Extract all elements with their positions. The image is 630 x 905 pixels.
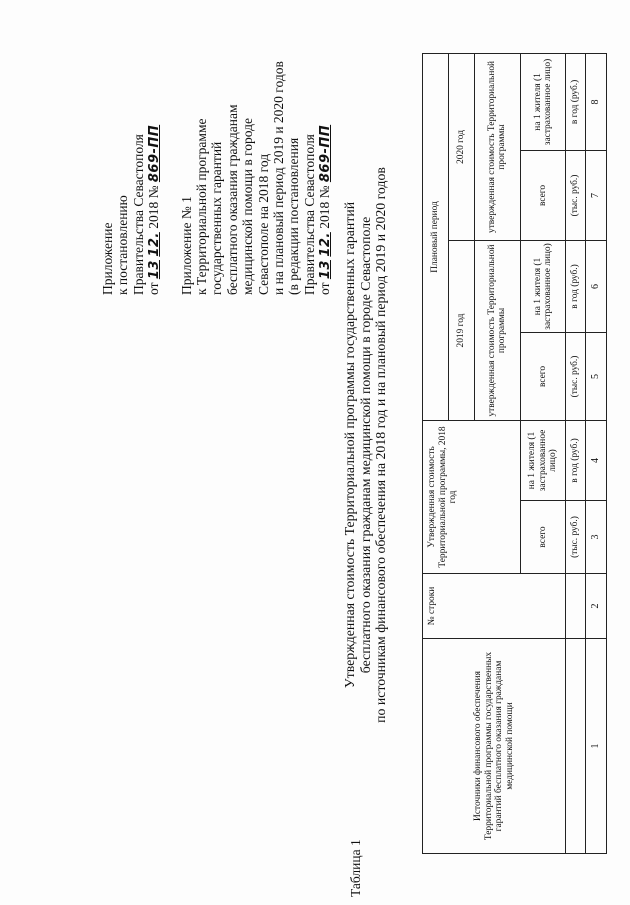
year-number-label: 2018 № (317, 185, 333, 229)
header-line: медицинской помощи в городе (240, 117, 256, 295)
unit-per-year: в год (руб.) (566, 420, 586, 500)
header-total-2019: всего (521, 332, 566, 420)
handwritten-day: 13 (147, 260, 163, 280)
document-title (342, 125, 389, 765)
handwritten-number: 869-ПП (318, 124, 334, 183)
header-line: бесплатного оказания гражданам (224, 104, 240, 295)
column-number: 8 (586, 53, 607, 150)
header-source: Источники финансового обеспечения Территориальной программы государственных гарантий бесплатного оказания гражданам медицинской помощи (423, 639, 566, 854)
handwritten-number: 869-ПП (147, 124, 163, 183)
column-number: 1 (586, 639, 607, 854)
column-number: 2 (586, 574, 607, 639)
unit-thousand: (тыс. руб.) (566, 150, 586, 240)
header-line: (в редакции постановления (286, 137, 302, 295)
date-prefix: от (317, 282, 333, 295)
handwritten-month: 12. (318, 232, 334, 257)
header-2019-approved: утвержденная стоимость Территориальной программы (474, 240, 520, 420)
header-2020: 2020 год (448, 53, 474, 240)
header-date-line (146, 5, 162, 295)
header-total-2018: всего (521, 501, 566, 574)
header-2018: Утвержденная стоимость Территориальной программы, 2018 год (423, 420, 521, 573)
title-line: по источникам финансового обеспечения на 2018 год и на плановый период 2019 и 2020 годов (373, 167, 388, 723)
header-line: Севастополе на 2018 год (255, 153, 271, 295)
header-line: и на плановый период 2019 и 2020 годов (271, 61, 287, 295)
column-number: 6 (586, 240, 607, 332)
header-line: Правительства Севастополя (301, 134, 317, 295)
handwritten-month: 12. (147, 232, 163, 257)
header-2019: 2019 год (448, 240, 474, 420)
year-number-label: 2018 № (146, 185, 162, 229)
header-total-2020: всего (521, 150, 566, 240)
table-label: Таблица 1 (348, 839, 363, 897)
date-prefix: от (146, 282, 162, 295)
title-line: бесплатного оказания гражданам медицинской помощи в городе Севастополе (357, 216, 373, 674)
column-number: 4 (586, 420, 607, 500)
header-line: Приложение (100, 222, 115, 295)
column-number: 7 (586, 150, 607, 240)
header-date-line (317, 5, 333, 295)
column-number: 5 (586, 332, 607, 420)
header-per-capita-2020: на 1 жителя (1 застрахованное лицо) (521, 53, 566, 150)
header-per-capita-2018: на 1 жителя (1 застрахованное лицо) (521, 420, 566, 500)
header-line: Приложение № 1 (178, 196, 194, 295)
unit-per-year: в год (руб.) (566, 53, 586, 150)
header-row-no: № строки (423, 574, 566, 639)
cost-table (422, 53, 607, 854)
title-line: Утвержденная стоимость Территориальной программы государственных гарантий (342, 201, 357, 689)
spacer (163, 5, 179, 295)
handwritten-day: 13 (318, 260, 334, 280)
header-per-capita-2019: на 1 жителя (1 застрахованное лицо) (521, 240, 566, 332)
header-line: государственных гарантий (209, 141, 225, 295)
header-annotation (100, 5, 334, 295)
header-line: Правительства Севастополя (130, 134, 146, 295)
unit-empty (566, 574, 586, 639)
unit-thousand: (тыс. руб.) (566, 332, 586, 420)
header-line: к постановлению (115, 195, 131, 295)
header-line: к Территориальной программе (194, 118, 210, 295)
unit-empty (566, 639, 586, 854)
header-2020-approved: утвержденная стоимость Территориальной программы (474, 53, 520, 240)
unit-thousand: (тыс. руб.) (566, 501, 586, 574)
header-plan-period: Плановый период (423, 53, 449, 420)
column-number: 3 (586, 501, 607, 574)
unit-per-year: в год (руб.) (566, 240, 586, 332)
